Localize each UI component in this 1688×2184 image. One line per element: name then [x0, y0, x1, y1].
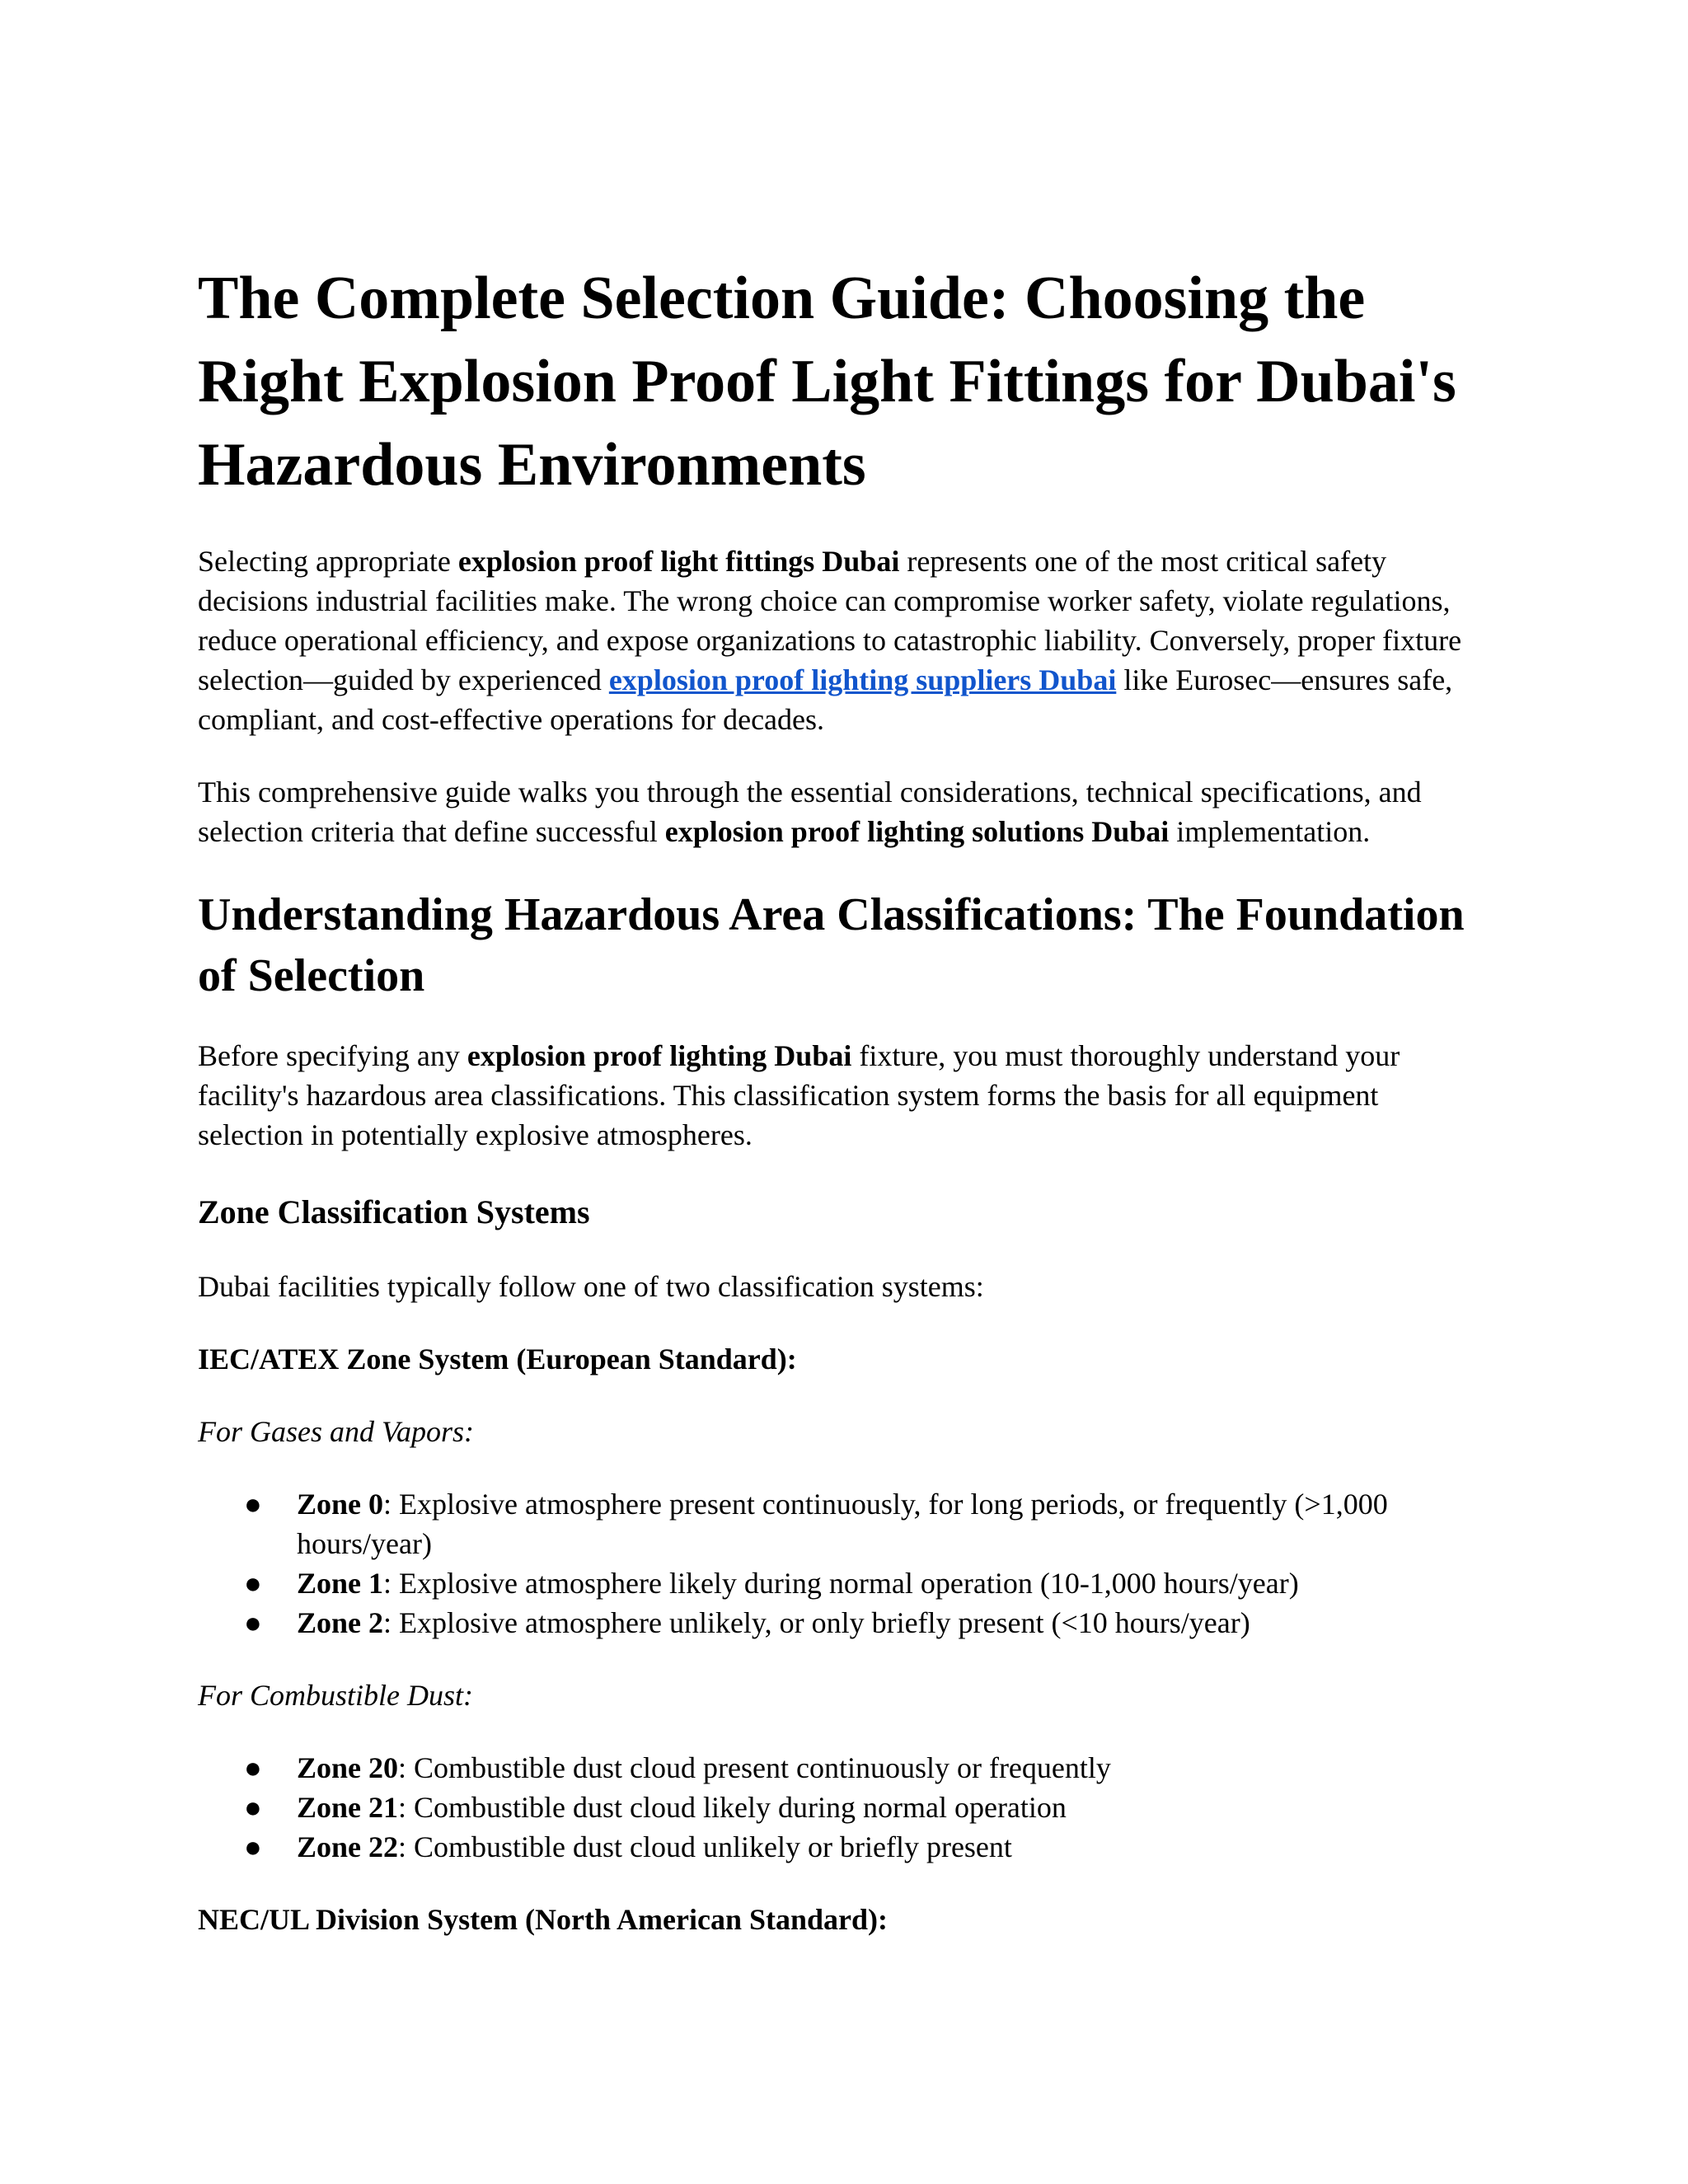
- zone-desc: : Explosive atmosphere present continuously, for long periods, or frequently (>1,000 hours/year): [297, 1488, 1388, 1560]
- document-body: [198, 257, 1484, 1939]
- bullet-icon: ●: [244, 1830, 262, 1863]
- zone-desc: : Combustible dust cloud present continuously or frequently: [398, 1751, 1111, 1784]
- bullet-icon: ●: [244, 1791, 262, 1824]
- zone-name: Zone 0: [297, 1488, 384, 1521]
- intro-text: Selecting appropriate: [198, 545, 458, 578]
- subsection-intro: Dubai facilities typically follow one of two classification systems:: [198, 1270, 984, 1303]
- zone-desc: : Explosive atmosphere likely during normal operation (10-1,000 hours/year): [383, 1567, 1299, 1600]
- intro-text: like Eurosec—ensures safe, compliant, and cost-effective operations for decades.: [198, 663, 1453, 736]
- suppliers-link[interactable]: explosion proof lighting suppliers Dubai: [608, 663, 1117, 696]
- intro-paragraph-1: [198, 541, 1484, 739]
- document-title: The Complete Selection Guide: Choosing the Right Explosion Proof Light Fittings for Dubai's Hazardous Environments: [198, 265, 1456, 499]
- dust-label: For Combustible Dust:: [198, 1679, 474, 1712]
- bullet-icon: ●: [244, 1567, 262, 1600]
- bullet-icon: ●: [244, 1751, 262, 1784]
- zone-name: Zone 2: [297, 1606, 384, 1639]
- list-item: [198, 1788, 1484, 1827]
- zone-name: Zone 22: [297, 1830, 399, 1863]
- section-paragraph: [198, 1036, 1484, 1155]
- intro-text: implementation.: [1169, 815, 1371, 848]
- dust-zone-list: [198, 1748, 1484, 1867]
- bullet-icon: ●: [244, 1488, 262, 1521]
- zone-name: Zone 21: [297, 1791, 399, 1824]
- list-item: [198, 1484, 1484, 1563]
- keyword-bold: explosion proof light fittings Dubai: [457, 545, 900, 578]
- keyword-bold: explosion proof lighting solutions Dubai: [664, 815, 1170, 848]
- intro-text: represents one of the most critical safety decisions industrial facilities make. The wrong choice can compromise worker safety, violate regulations, reduce operational efficiency, and expose organizations to catastrophic liability. Conversely, proper fixture selection—guided by experienced: [198, 545, 1462, 696]
- keyword-bold: explosion proof lighting Dubai: [467, 1039, 852, 1072]
- zone-desc: : Combustible dust cloud likely during normal operation: [398, 1791, 1067, 1824]
- intro-paragraph-2: [198, 772, 1484, 851]
- gases-label: For Gases and Vapors:: [198, 1415, 475, 1448]
- nec-system-heading: NEC/UL Division System (North American Standard):: [198, 1903, 889, 1936]
- zone-name: Zone 20: [297, 1751, 399, 1784]
- section-text: Before specifying any: [198, 1039, 467, 1072]
- iec-system-heading: IEC/ATEX Zone System (European Standard):: [198, 1343, 797, 1376]
- section-text: fixture, you must thoroughly understand your facility's hazardous area classifications. This classification system forms the basis for all equipment selection in potentially explosive atmospheres.: [198, 1039, 1400, 1151]
- zone-desc: : Explosive atmosphere unlikely, or only briefly present (<10 hours/year): [383, 1606, 1250, 1639]
- zone-desc: : Combustible dust cloud unlikely or briefly present: [398, 1830, 1012, 1863]
- list-item: [198, 1748, 1484, 1788]
- subsection-heading: Zone Classification Systems: [198, 1193, 590, 1230]
- section-heading: Understanding Hazardous Area Classifications: The Foundation of Selection: [198, 889, 1465, 1001]
- intro-text: This comprehensive guide walks you through the essential considerations, technical specifications, and selection criteria that define successful: [198, 776, 1422, 848]
- bullet-icon: ●: [244, 1606, 262, 1639]
- list-item: [198, 1563, 1484, 1603]
- zone-name: Zone 1: [297, 1567, 384, 1600]
- list-item: [198, 1603, 1484, 1643]
- list-item: [198, 1827, 1484, 1867]
- gas-zone-list: [198, 1484, 1484, 1643]
